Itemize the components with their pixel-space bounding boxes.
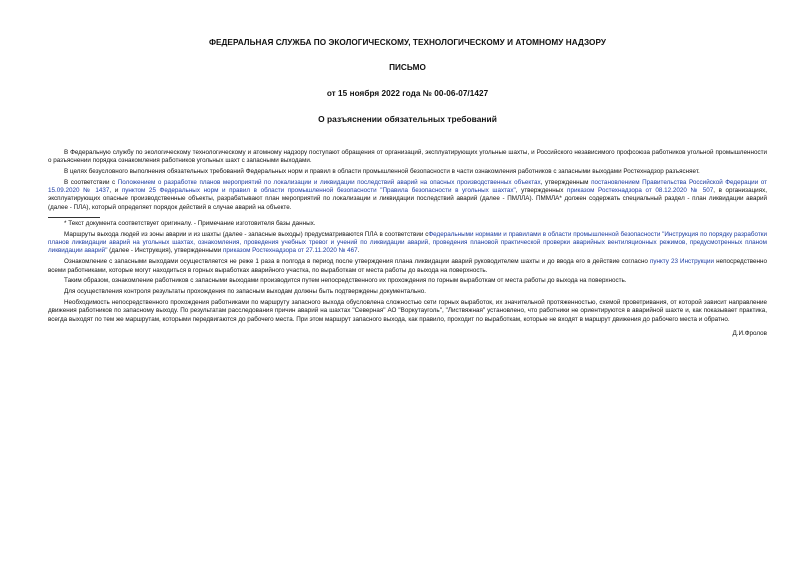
paragraph-5-text-2: непосредственно всеми работниками, которые могут находиться в горных выработках аварийного участка, по выработкам от места работы до выхода на поверхность. (48, 258, 767, 274)
agency-title: ФЕДЕРАЛЬНАЯ СЛУЖБА ПО ЭКОЛОГИЧЕСКОМУ, ТЕХНОЛОГИЧЕСКОМУ И АТОМНОМУ НАДЗОРУ (209, 38, 606, 47)
link-item-23-instruction[interactable]: пункту 23 Инструкции (649, 258, 715, 266)
paragraph-6: Таким образом, ознакомление работников с запасными выходами производится путем непосредственного их прохождения по горным выработкам от места работы до выхода на поверхность. (64, 277, 627, 285)
paragraph-3-text-5: , в организациях, эксплуатирующих опасные производственные объекты, разрабатывают план мероприятий по локализации и ликвидации последствий аварий (далее - ПМЛЛА). ПММЛА* должен содержать специальный раздел - план ликвидации аварий (далее - ПЛА), который определяет порядок действий в случае аварий на объекте. (48, 187, 767, 211)
link-order-467[interactable]: приказом Ростехнадзора от 27.11.2020 № 467 (223, 247, 358, 255)
paragraph-7: Для осуществления контроля результаты прохождения по запасным выходам должны быть подтверждены документально. (64, 288, 426, 296)
document-page (48, 30, 767, 337)
paragraph-4 (48, 231, 767, 256)
document-date-number: от 15 ноября 2022 года № 00-06-07/1427 (326, 89, 489, 98)
paragraph-3-text-1: В соответствии с (64, 178, 118, 186)
link-regulation-plans[interactable]: Положением о разработке планов мероприятий по локализации и ликвидации последствий аварий на опасных производственных объектах (117, 178, 541, 186)
footnote-divider (48, 217, 100, 218)
paragraph-8: Необходимость непосредственного прохождения работниками по маршруту запасного выхода обусловлена сложностью сети горных выработок, их значительной протяженностью, схемой проветривания, от которой зависит направление движения работников по запасному выходу. По результатам расследования причин аварий на шахтах "Северная" АО "Воркутауголь", "Листвяжная" установлено, что работники не ориентируются в аварийной шахте и, как показывает практика, всегда выходят по тем же маршрутам, которыми передвигаются до рабочего места. При этом маршрут запасного выхода, как правило, проходит по выработкам, которые не входят в маршрут движения до рабочего места и обратно. (48, 298, 767, 323)
document-body (48, 149, 767, 324)
paragraph-3-text-4: , утвержденных (515, 187, 568, 195)
link-federal-norms-instruction[interactable]: Федеральными нормами и правилами в области промышленной безопасности "Инструкция по порядку разработки планов ликвидации аварий на угольных шахтах, ознакомления, проведения учебных тревог и учений по ликвидации аварий, проведения плановой практической проверки аварийных вентиляционных режимов, предусмотренных планом ликвидации аварий" (48, 230, 768, 255)
paragraph-5 (48, 258, 767, 275)
paragraph-3-text-2: , утвержденным (540, 178, 592, 186)
paragraph-4-text-1: Маршруты выхода людей из зоны аварии и из шахты (далее - запасные выходы) предусматриваются ПЛА в соответствии с (64, 230, 429, 238)
document-type: ПИСЬМО (389, 63, 426, 72)
paragraph-1: В Федеральную службу по экологическому технологическому и атомному надзору поступают обращения от организаций, эксплуатирующих угольные шахты, и Российского независимого профсоюза работников угольной промышленности о разъяснении порядка ознакомления работников угольных шахт с запасными выходами. (48, 149, 767, 165)
paragraph-2: В целях безусловного выполнения обязательных требований Федеральных норм и правил в области промышленной безопасности в части ознакомления работников с запасными выходами Ростехнадзор разъясняет. (64, 168, 700, 176)
paragraph-5-text-1: Ознакомление с запасными выходами осуществляется не реже 1 раза в полгода в период после утверждения плана ликвидации аварий руководителем шахты и до ввода его в действие согласно (64, 258, 650, 266)
document-header (48, 38, 767, 124)
link-government-decree-1437[interactable]: постановлением Правительства Российской Федерации от 15.09.2020 № 1437 (48, 178, 768, 195)
paragraph-3 (48, 179, 767, 212)
link-order-507[interactable]: приказом Ростехнадзора от 08.12.2020 № 507 (567, 187, 714, 195)
footnote: * Текст документа соответствует оригиналу. - Примечание изготовителя базы данных. (64, 220, 316, 228)
link-item-25-safety-rules[interactable]: пунктом 25 Федеральных норм и правил в области промышленной безопасности "Правила безопасности в угольных шахтах" (121, 187, 516, 195)
paragraph-3-text-3: , и (109, 187, 122, 195)
paragraph-4-text-2: (далее - Инструкция), утвержденными (107, 247, 224, 255)
signature: Д.И.Фролов (732, 329, 767, 337)
document-subject: О разъяснении обязательных требований (318, 114, 497, 124)
paragraph-4-text-3: . (357, 247, 360, 255)
